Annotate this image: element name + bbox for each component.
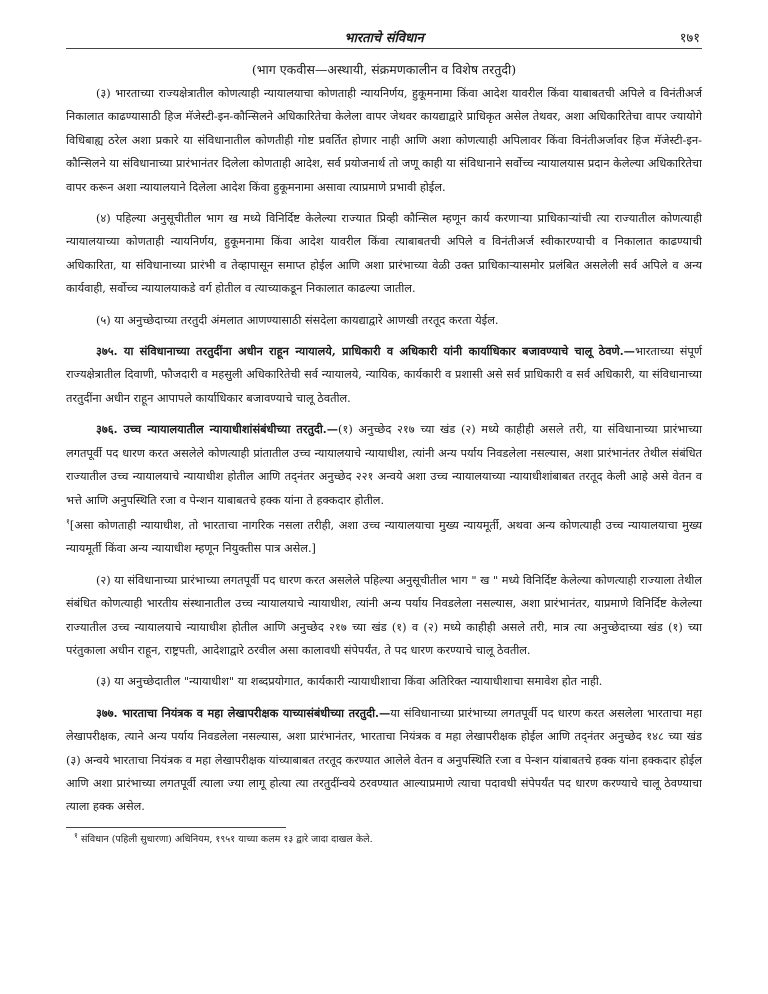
page-number: १७१ <box>679 31 700 46</box>
paragraph-376-2 <box>66 569 702 663</box>
paragraph-text: भारताच्या संपूर्ण राज्यक्षेत्रातील दिवाणी, फौजदारी व महसुली अधिकारितेची सर्व न्यायालये, न्यायिक, कार्यकारी व प्रशासी असे सर्व प्राधिकारी व सर्व अधिकारी, या संविधानाच्या तरतुदींना अधीन राहून आपापले कार्याधिकार बजावण्याचे चालू ठेवतील. <box>66 345 702 405</box>
footnote-marker: १ <box>74 830 78 840</box>
footnote-text: संविधान (पहिली सुधारणा) अधिनियम, १९५१ याच्या कलम १३ द्वारे जादा दाखल केले. <box>80 833 373 845</box>
article-heading: ३७६. उच्च न्यायालयातील न्यायाधीशांसंबंधीच्या तरतुदी.— <box>96 422 339 437</box>
document-page <box>66 26 702 848</box>
article-heading: ३७५. या संविधानाच्या तरतुदींना अधीन राहून न्यायालये, प्राधिकारी व अधिकारी यांनी कार्याधिकार बजावण्याचे चालू ठेवणे.— <box>96 344 635 359</box>
article-377 <box>66 702 702 819</box>
paragraph-text: (४) पहिल्या अनुसूचीतील भाग ख मध्ये विनिर्दिष्ट केलेल्या राज्यात प्रिव्ही कौन्सिल म्हणून कार्य करणाऱ्या प्राधिकाऱ्यांची त्या राज्यातील कोणत्याही न्यायालयाच्या कोणताही न्यायनिर्णय, हुकूमनामा किंवा आदेश यावरील किंवा त्याबाबतची अपिले व विनंतीअर्ज स्वीकारण्याची व निकालात काढण्याची अधिकारिता, या संविधानाच्या प्रारंभी व तेव्हापासून समाप्त होईल आणि अशा प्रारंभाच्या वेळी उक्त प्राधिकाऱ्यासमोर प्रलंबित असलेली सर्व अपिले व अन्य कार्यवाही, सर्वोच्च न्यायालयाकडे वर्ग होतील व त्याच्याकडून निकालात काढल्या जातील. <box>66 212 702 296</box>
footnote-marker: १ <box>66 517 70 527</box>
article-375 <box>66 340 702 410</box>
paragraph-text: (३) या अनुच्छेदातील "न्यायाधीश" या शब्दप्रयोगात, कार्यकारी न्यायाधीशाचा किंवा अतिरिक्त न्यायाधीशाचा समावेश होत नाही. <box>96 675 603 689</box>
article-376-1 <box>66 418 702 512</box>
paragraph-text: (२) या संविधानाच्या प्रारंभाच्या लगतपूर्वी पद धारण करत असलेले पहिल्या अनुसूचीतील भाग " ख " मध्ये विनिर्दिष्ट केलेल्या कोणत्याही राज्याला तेथील संबंधित कोणत्याही भारतीय संस्थानातील उच्च न्यायालयाचे न्यायाधीश, त्यांनी अन्य पर्याय निवडलेला नसल्यास, अशा प्रारंभानंतर, याप्रमाणे विनिर्दिष्ट केलेल्या राज्यातील उच्च न्यायालयाचे न्यायाधीश होतील आणि अनुच्छेद २१७ च्या खंड (१) व (२) मध्ये काहीही असले तरी, मात्र त्या अनुच्छेदाच्या खंड (१) च्या परंतुकाला अधीन राहून, राष्ट्रपती, आदेशाद्वारे ठरवील असा कालावधी संपेपर्यंत, ते पद धारण करण्याचे चालू ठेवतील. <box>66 573 702 657</box>
part-heading: (भाग एकवीस—अस्थायी, संक्रमणकालीन व विशेष तरतुदी) <box>251 62 517 77</box>
paragraph-text: (१) अनुच्छेद २१७ च्या खंड (२) मध्ये काहीही असले तरी, या संविधानाच्या प्रारंभाच्या लगतपूर्वी पद धारण करत असलेले कोणत्याही प्रांतातील उच्च न्यायालयाचे न्यायाधीश, त्यांनी अन्य पर्याय निवडलेला नसल्यास, अशा प्रारंभानंतर तेथील संबंधित राज्यातील उच्च न्यायालयाचे न्यायाधीश होतील आणि तद्नंतर अनुच्छेद २२१ अन्वये अशा उच्च न्यायालयाच्या न्यायाधीशांबाबत तरतूद केली आहे असे वेतन व भत्ते आणि अनुपस्थिति रजा व पेन्शन याबाबतचे हक्क यांना ते हक्कदार होतील. <box>66 423 703 507</box>
amendment-text: [असा कोणताही न्यायाधीश, तो भारताचा नागरिक नसला तरीही, अशा उच्च न्यायालयाचा मुख्य न्यायमूर्ती, अथवा अन्य कोणत्याही उच्च न्यायालयाचा मुख्य न्यायमूर्ती किंवा अन्य न्यायाधीश म्हणून नियुक्तीस पात्र असेल.] <box>66 518 702 556</box>
paragraph-text: या संविधानाच्या प्रारंभाच्या लगतपूर्वी पद धारण करत असलेला भारताचा महा लेखापरीक्षक, त्याने अन्य पर्याय निवडलेला नसल्यास, अशा प्रारंभानंतर, भारताचा नियंत्रक व महा लेखापरीक्षक होईल आणि तद्नंतर अनुच्छेद १४८ च्या खंड (३) अन्वये भारताचा नियंत्रक व महा लेखापरीक्षक यांच्याबाबत तरतूद करण्यात आलेले वेतन व अनुपस्थिति रजा व पेन्शन यांबाबतचे हक्क यांना हक्कदार होईल आणि अशा प्रारंभाच्या लगतपूर्वी त्याला ज्या लागू होत्या त्या तरतुदींन्वये ठरवण्यात आल्याप्रमाणे त्याचा पदावधी संपेपर्यंत पद धारण करण्याचे चालू ठेवण्याचा त्याला हक्क असेल. <box>66 706 702 814</box>
amendment-insert <box>66 514 702 561</box>
paragraph-text: (५) या अनुच्छेदाच्या तरतुदी अंमलात आणण्यासाठी संसदेला कायद्याद्वारे आणखी तरतूद करता येईल. <box>96 313 499 327</box>
paragraph-text: (३) भारताच्या राज्यक्षेत्रातील कोणत्याही न्यायालयाचा कोणताही न्यायनिर्णय, हुकूमनामा किंवा आदेश यावरील किंवा याबाबतची अपिले व विनंतीअर्ज निकालात काढण्यासाठी हिज मॅजेस्टी-इन-कौन्सिलने अधिकारितेचा केलेला वापर जेथवर कायद्याद्वारे प्राधिकृत असेल तेथवर, अशा अधिकारितेचा वापर ज्यायोगे विधिबाह्य ठरेल अशा प्रकारे या संविधानातील कोणतीही गोष्ट प्रवर्तित होणार नाही आणि अशा कोणत्याही अपिलावर किंवा विनंतीअर्जावर हिज मॅजेस्टी-इन-कौन्सिलने या संविधानाच्या प्रारंभानंतर दिलेला कोणताही आदेश, सर्व प्रयोजनार्थ तो जणू काही या संविधानाने सर्वोच्च न्यायालयास प्रदान केलेल्या अधिकारितेचा वापर करून अशा न्यायालयाने दिलेला आदेश किंवा हुकूमनामा असावा त्याप्रमाणे प्रभावी होईल. <box>66 87 702 194</box>
paragraph-374-4 <box>66 207 702 301</box>
footnote-divider <box>66 827 286 828</box>
paragraph-374-3 <box>66 82 702 199</box>
paragraph-374-5 <box>66 309 702 332</box>
running-header <box>66 26 702 49</box>
article-heading: ३७७. भारताचा नियंत्रक व महा लेखापरीक्षक याच्यासंबंधीच्या तरतुदी.— <box>96 705 391 720</box>
paragraph-376-3 <box>66 670 702 693</box>
running-title: भारताचे संविधान <box>344 31 424 46</box>
footnote <box>66 832 702 848</box>
